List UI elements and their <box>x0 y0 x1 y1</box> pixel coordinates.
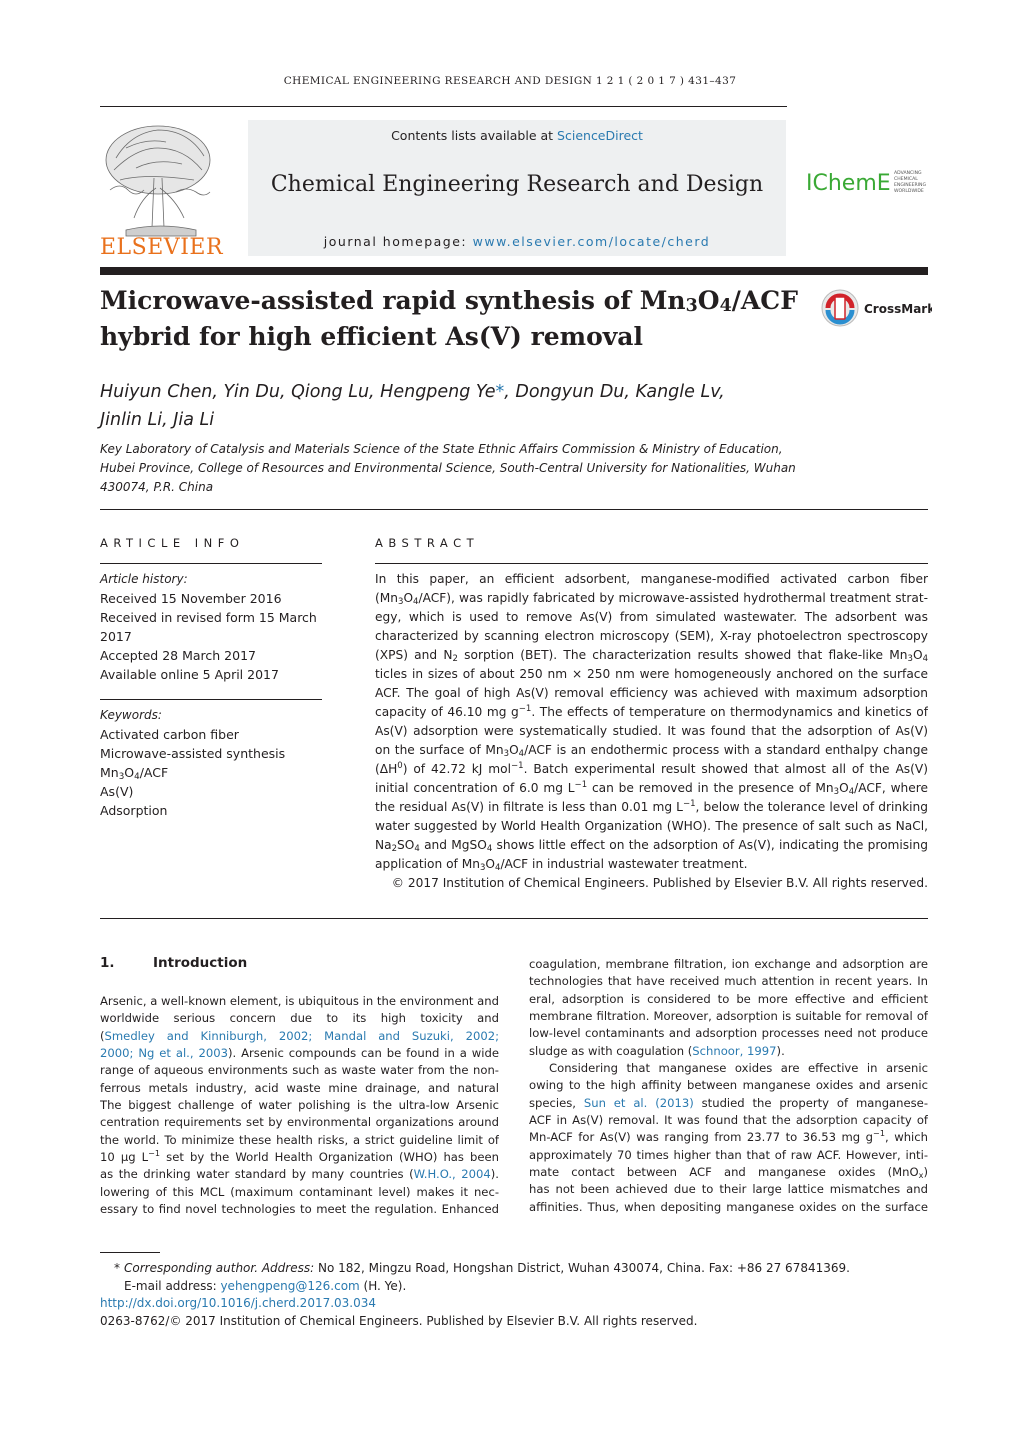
sciencedirect-link[interactable]: ScienceDirect <box>557 128 643 143</box>
article-info-heading: ARTICLE INFO <box>100 536 245 550</box>
keyword: Microwave-assisted synthesis <box>100 746 286 761</box>
svg-text:IChemE: IChemE <box>806 171 891 196</box>
journal-title: Chemical Engineering Research and Design <box>270 172 764 197</box>
footnote-rule <box>100 1252 160 1253</box>
section-number: 1. <box>100 955 115 971</box>
crossmark-icon <box>820 288 932 328</box>
journal-banner <box>248 120 786 256</box>
abstract-line: As(V) adsorption were systematically studied. It was found that the adsorption of As(V) <box>375 724 928 738</box>
section-title: Introduction <box>153 955 248 971</box>
keywords <box>100 706 322 820</box>
divider <box>100 563 322 564</box>
online-date: Available online 5 April 2017 <box>100 667 279 682</box>
contents-line <box>248 128 786 143</box>
body-line: ferrous metals industry, acid waste mine drainage, and natural <box>100 1080 499 1095</box>
body-column-left <box>100 993 499 1218</box>
author-line-1: Huiyun Chen, Yin Du, Qiong Lu, Hengpeng Ye*, Dongyun Du, Kangle Lv, <box>100 382 725 402</box>
revised-date-year: 2017 <box>100 629 132 644</box>
abstract-line: egy, which is used to remove As(V) from simulated wastewater. The adsorbent was <box>375 610 928 624</box>
svg-text:CrossMark: CrossMark <box>864 302 932 316</box>
abstract-line: application of $Mn_3O_4$/ACF in industrial wastewater treatment. <box>375 857 748 873</box>
keyword: $Mn_3O_4$/ACF <box>100 765 169 782</box>
body-line: Arsenic, a well-known element, is ubiquitous in the environment and <box>100 994 499 1008</box>
elsevier-logo[interactable] <box>96 118 224 258</box>
svg-text:ELSEVIER: ELSEVIER <box>100 235 224 258</box>
body-line: 2000; Ng et al., 2003). Arsenic compounds can be found in a wide <box>100 1046 499 1061</box>
affiliation-line: Key Laboratory of Catalysis and Materials Science of the State Ethnic Affairs Commission & Ministry of Education, <box>100 442 783 456</box>
body-line: ACF in As(V) removal. It was found that the adsorption capacity of <box>529 1113 928 1128</box>
body-line: centration requirements set by environmental organizations around <box>100 1115 499 1130</box>
keyword: Adsorption <box>100 803 168 818</box>
abstract-line: $(\Delta H^0)$ of 42.72 kJ mol$^{-1}$. Batch experimental result showed that almost all of the As(V) <box>375 761 928 776</box>
issn-line: 0263-8762/© 2017 Institution of Chemical Engineers. Published by Elsevier B.V. All rights reserved. <box>100 1313 698 1328</box>
section-heading-introduction <box>100 955 247 971</box>
divider <box>100 509 928 510</box>
homepage-line <box>248 234 786 249</box>
contents-prefix: Contents lists available at <box>391 128 558 143</box>
body-line: species, Sun et al. (2013) studied the property of manganese- <box>529 1095 928 1110</box>
email-link[interactable]: yehengpeng@126.com <box>220 1278 360 1293</box>
keyword: As(V) <box>100 784 134 799</box>
body-line: affinities. Thus, when depositing manganese oxides on the surface <box>529 1199 928 1214</box>
title-line-2: hybrid for high efficient As(V) removal <box>100 322 644 351</box>
svg-text:CHEMICAL: CHEMICAL <box>894 177 918 182</box>
citation-link[interactable]: Schnoor, 1997 <box>692 1043 777 1058</box>
abstract-copyright: © 2017 Institution of Chemical Engineers. Published by Elsevier B.V. All rights reserved. <box>391 876 928 890</box>
affiliation <box>100 440 800 497</box>
abstract-line: ACF. The goal of high As(V) removal efficiency was achieved with maximum adsorption <box>375 686 928 700</box>
keyword: Activated carbon fiber <box>100 727 239 742</box>
body-line: mate contact between ACF and manganese oxides (MnO$_x$) <box>529 1165 928 1181</box>
body-column-right <box>529 956 928 1216</box>
crossmark-badge[interactable] <box>820 288 932 328</box>
body-line: owing to the high affinity between manganese oxides and arsenic <box>529 1078 928 1093</box>
body-line: coagulation, membrane filtration, ion exchange and adsorption are <box>529 957 928 971</box>
running-head: CHEMICAL ENGINEERING RESEARCH AND DESIGN 1 2 1 ( 2 0 1 7 ) 431–437 <box>283 75 737 87</box>
body-line: as the drinking water standard by many countries (W.H.O., 2004). <box>100 1167 499 1182</box>
divider <box>100 699 322 700</box>
corresponding-author-star[interactable]: * <box>495 382 505 402</box>
body-line: the world. To minimize these health risks, a strict guideline limit of <box>100 1132 499 1147</box>
icheme-logo[interactable] <box>806 166 930 196</box>
body-line: technologies that have received much attention in recent years. In <box>529 974 928 989</box>
author-line-2: Jinlin Li, Jia Li <box>100 410 215 430</box>
citation-link[interactable]: Sun et al. (2013) <box>583 1095 694 1110</box>
divider <box>375 563 928 564</box>
article-title <box>100 283 800 355</box>
abstract-heading: ABSTRACT <box>375 536 480 550</box>
keywords-label: Keywords: <box>100 708 162 722</box>
revised-date: Received in revised form 15 March <box>100 610 317 625</box>
abstract-line: capacity of 46.10 mg $g^{-1}$. The effects of temperature on thermodynamics and kinetics of <box>375 704 928 719</box>
abstract-line: In this paper, an efficient adsorbent, manganese-modified activated carbon fiber <box>375 572 928 586</box>
abstract-line: (XPS) and $N_2$ sorption (BET). The characterization results showed that flake-like $Mn_3O_4$ <box>375 648 928 664</box>
svg-text:WORLDWIDE: WORLDWIDE <box>894 189 924 194</box>
body-line: membrane filtration. Moreover, adsorption is suitable for removal of <box>529 1009 928 1024</box>
history-label: Article history: <box>100 572 188 586</box>
homepage-link[interactable]: www.elsevier.com/locate/cherd <box>472 234 711 249</box>
body-line: 10 μg $L^{-1}$ set by the World Health Organization (WHO) has been <box>100 1149 499 1165</box>
title-rule <box>100 267 928 275</box>
body-line: worldwide serious concern due to its high toxicity and <box>100 1011 499 1026</box>
author-list <box>100 378 800 434</box>
homepage-prefix: journal homepage: <box>323 234 473 249</box>
body-line: low-level contaminants and adsorption processes need not produce <box>529 1026 928 1041</box>
body-line: approximately 70 times higher than that of raw ACF. However, inti- <box>529 1147 928 1162</box>
body-line: lowering of this MCL (maximum contaminant level) makes it nec- <box>100 1184 499 1199</box>
citation-link[interactable]: 2000; Ng et al., 2003 <box>100 1046 228 1061</box>
email-note: E-mail address: yehengpeng@126.com (H. Ye). <box>124 1278 407 1293</box>
article-history <box>100 570 322 684</box>
abstract-line: the residual As(V) in filtrate is less than 0.01 mg $L^{-1}$, below the tolerance level of drinking <box>375 799 928 814</box>
body-line: Mn-ACF for As(V) was ranging from 23.77 to 36.53 mg $g^{-1}$, which <box>529 1129 928 1145</box>
citation-link[interactable]: Smedley and Kinniburgh, 2002; Mandal and Suzuki, 2002; <box>104 1028 499 1043</box>
body-line: (Smedley and Kinniburgh, 2002; Mandal and Suzuki, 2002; <box>100 1028 499 1045</box>
body-line: has not been achieved due to their large lattice mismatches and <box>529 1182 928 1197</box>
abstract-line: initial concentration of 6.0 mg $L^{-1}$ can be removed in the presence of $Mn_3O_4$/ACF, where <box>375 780 928 797</box>
title-line-1: Microwave-assisted rapid synthesis of $Mn_3O_4$/ACF <box>100 286 798 316</box>
header-rule <box>100 106 787 107</box>
abstract-line: characterized by scanning electron microscopy (SEM), X-ray photoelectron spectroscopy <box>375 629 928 643</box>
received-date: Received 15 November 2016 <box>100 591 282 606</box>
body-line: The biggest challenge of water polishing is the ultra-low Arsenic <box>100 1098 499 1113</box>
body-line: eral, adsorption is considered to be more effective and efficient <box>529 991 928 1006</box>
corresponding-author-note: * Corresponding author. Address: No 182, Mingzu Road, Hongshan District, Wuhan 430074, China. Fax: +86 27 67841369. <box>114 1261 850 1275</box>
footnotes <box>100 1260 928 1330</box>
citation-link[interactable]: W.H.O., 2004 <box>413 1167 491 1182</box>
accepted-date: Accepted 28 March 2017 <box>100 648 256 663</box>
elsevier-tree-icon <box>96 118 224 258</box>
affiliation-line: 430074, P.R. China <box>100 480 214 494</box>
body-line: range of aqueous environments such as waste water from the non- <box>100 1063 499 1078</box>
abstract-line: on the surface of $Mn_3O_4$/ACF is an endothermic process with a standard enthalpy change <box>375 743 928 759</box>
body-line: sludge as with coagulation (Schnoor, 1997). <box>529 1043 785 1058</box>
svg-text:ADVANCING: ADVANCING <box>894 171 922 176</box>
abstract-line: $Na_2SO_4$ and MgSO$_4$ shows little effect on the adsorption of As(V), indicating the promising <box>375 838 928 854</box>
body-line: Considering that manganese oxides are effective in arsenic <box>549 1061 928 1076</box>
divider <box>100 918 928 919</box>
abstract-line: water suggested by World Health Organization (WHO). The presence of salt such as NaCl, <box>375 819 928 833</box>
svg-text:ENGINEERING: ENGINEERING <box>894 183 927 188</box>
affiliation-line: Hubei Province, College of Resources and Environmental Science, South-Central University for Nationalities, Wuhan <box>100 461 796 475</box>
icheme-logo-icon <box>806 166 930 196</box>
abstract-line: $(Mn_3O_4/ACF)$, was rapidly fabricated by microwave-assisted hydrothermal treatment strat- <box>375 591 928 607</box>
doi-link[interactable]: http://dx.doi.org/10.1016/j.cherd.2017.03.034 <box>100 1296 377 1310</box>
body-line: essary to find novel technologies to meet the regulation. Enhanced <box>100 1202 499 1217</box>
abstract-line: ticles in sizes of about 250 nm × 250 nm were homogeneously anchored on the surface <box>375 667 928 681</box>
abstract-body <box>375 570 928 893</box>
